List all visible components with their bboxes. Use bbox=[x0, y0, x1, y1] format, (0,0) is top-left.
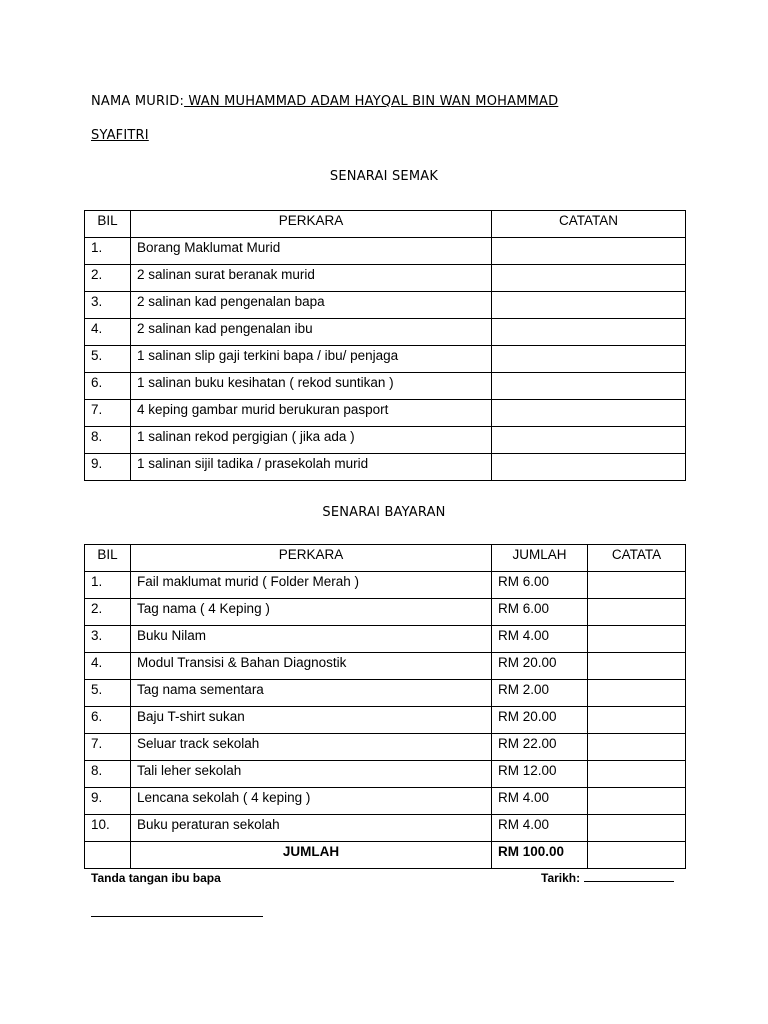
payment-header-row bbox=[85, 545, 686, 572]
row-jumlah: RM 6.00 bbox=[492, 572, 588, 599]
row-catatan[interactable] bbox=[588, 734, 686, 761]
checklist-row bbox=[85, 373, 686, 400]
student-name-value: WAN MUHAMMAD ADAM HAYQAL BIN WAN MOHAMMAD bbox=[184, 94, 559, 109]
row-perkara: Tag nama sementara bbox=[131, 680, 492, 707]
row-perkara: Seluar track sekolah bbox=[131, 734, 492, 761]
row-bil: 5. bbox=[85, 346, 131, 373]
row-bil: 9. bbox=[85, 454, 131, 481]
payment-total-row bbox=[85, 842, 686, 869]
date-label: Tarikh: bbox=[541, 871, 581, 885]
row-catatan[interactable] bbox=[492, 427, 686, 454]
payment-row bbox=[85, 680, 686, 707]
row-catatan[interactable] bbox=[588, 761, 686, 788]
date-blank-line[interactable] bbox=[584, 871, 674, 882]
row-perkara: 1 salinan rekod pergigian ( jika ada ) bbox=[131, 427, 492, 454]
row-perkara: Tag nama ( 4 Keping ) bbox=[131, 599, 492, 626]
checklist-title: SENARAI SEMAK bbox=[329, 169, 439, 184]
payment-row bbox=[85, 815, 686, 842]
row-bil: 7. bbox=[85, 734, 131, 761]
row-bil: 2. bbox=[85, 599, 131, 626]
row-catatan[interactable] bbox=[588, 599, 686, 626]
row-catatan[interactable] bbox=[588, 788, 686, 815]
checklist-row bbox=[85, 265, 686, 292]
row-perkara: 4 keping gambar murid berukuran pasport bbox=[131, 400, 492, 427]
row-bil: 8. bbox=[85, 427, 131, 454]
student-name-continuation: SYAFITRI bbox=[91, 128, 149, 143]
row-jumlah: RM 20.00 bbox=[492, 653, 588, 680]
checklist-row bbox=[85, 346, 686, 373]
row-jumlah: RM 4.00 bbox=[492, 815, 588, 842]
payment-row bbox=[85, 653, 686, 680]
row-bil: 6. bbox=[85, 373, 131, 400]
checklist-row bbox=[85, 292, 686, 319]
payment-row bbox=[85, 626, 686, 653]
row-bil: 10. bbox=[85, 815, 131, 842]
payment-row bbox=[85, 734, 686, 761]
row-jumlah: RM 20.00 bbox=[492, 707, 588, 734]
row-perkara: Buku Nilam bbox=[131, 626, 492, 653]
row-perkara: 1 salinan buku kesihatan ( rekod suntikan ) bbox=[131, 373, 492, 400]
header-bil: BIL bbox=[85, 545, 131, 572]
payment-table bbox=[84, 544, 686, 869]
row-catatan[interactable] bbox=[588, 653, 686, 680]
row-perkara: Fail maklumat murid ( Folder Merah ) bbox=[131, 572, 492, 599]
row-perkara: 2 salinan surat beranak murid bbox=[131, 265, 492, 292]
row-perkara: Buku peraturan sekolah bbox=[131, 815, 492, 842]
row-perkara: 1 salinan slip gaji terkini bapa / ibu/ penjaga bbox=[131, 346, 492, 373]
parent-signature-label: Tanda tangan ibu bapa bbox=[91, 871, 221, 885]
row-catatan[interactable] bbox=[588, 680, 686, 707]
payment-row bbox=[85, 761, 686, 788]
row-perkara: Borang Maklumat Murid bbox=[131, 238, 492, 265]
row-jumlah: RM 12.00 bbox=[492, 761, 588, 788]
row-catatan[interactable] bbox=[588, 815, 686, 842]
student-name-label: NAMA MURID: bbox=[91, 94, 185, 109]
row-perkara: Tali leher sekolah bbox=[131, 761, 492, 788]
payment-row bbox=[85, 788, 686, 815]
header-catatan: CATATA bbox=[588, 545, 686, 572]
student-name-line bbox=[91, 94, 558, 109]
row-bil: 3. bbox=[85, 626, 131, 653]
row-bil: 9. bbox=[85, 788, 131, 815]
row-catatan[interactable] bbox=[588, 707, 686, 734]
payment-row bbox=[85, 572, 686, 599]
row-perkara: Lencana sekolah ( 4 keping ) bbox=[131, 788, 492, 815]
row-jumlah: RM 2.00 bbox=[492, 680, 588, 707]
row-catatan[interactable] bbox=[492, 265, 686, 292]
checklist-row bbox=[85, 400, 686, 427]
row-perkara: Modul Transisi & Bahan Diagnostik bbox=[131, 653, 492, 680]
row-jumlah: RM 22.00 bbox=[492, 734, 588, 761]
row-bil: 7. bbox=[85, 400, 131, 427]
row-catatan[interactable] bbox=[492, 319, 686, 346]
row-catatan[interactable] bbox=[492, 292, 686, 319]
checklist-table bbox=[84, 210, 686, 481]
total-value: RM 100.00 bbox=[492, 842, 588, 869]
row-bil: 8. bbox=[85, 761, 131, 788]
payment-row bbox=[85, 599, 686, 626]
row-perkara: 1 salinan sijil tadika / prasekolah murid bbox=[131, 454, 492, 481]
row-catatan[interactable] bbox=[492, 373, 686, 400]
row-catatan[interactable] bbox=[492, 454, 686, 481]
date-field bbox=[541, 871, 674, 885]
row-catatan[interactable] bbox=[492, 400, 686, 427]
header-catatan: CATATAN bbox=[492, 211, 686, 238]
checklist-row bbox=[85, 319, 686, 346]
row-catatan[interactable] bbox=[588, 572, 686, 599]
row-bil: 1. bbox=[85, 572, 131, 599]
row-jumlah: RM 4.00 bbox=[492, 626, 588, 653]
header-perkara: PERKARA bbox=[131, 211, 492, 238]
header-bil: BIL bbox=[85, 211, 131, 238]
row-bil: 4. bbox=[85, 653, 131, 680]
payment-row bbox=[85, 707, 686, 734]
header-perkara: PERKARA bbox=[131, 545, 492, 572]
row-perkara: Baju T-shirt sukan bbox=[131, 707, 492, 734]
row-catatan[interactable] bbox=[492, 238, 686, 265]
row-bil: 1. bbox=[85, 238, 131, 265]
total-label: JUMLAH bbox=[131, 842, 492, 869]
checklist-row bbox=[85, 427, 686, 454]
row-catatan[interactable] bbox=[588, 626, 686, 653]
total-blank-cell bbox=[85, 842, 131, 869]
row-jumlah: RM 4.00 bbox=[492, 788, 588, 815]
row-bil: 3. bbox=[85, 292, 131, 319]
payment-title: SENARAI BAYARAN bbox=[322, 505, 446, 520]
row-bil: 2. bbox=[85, 265, 131, 292]
row-perkara: 2 salinan kad pengenalan ibu bbox=[131, 319, 492, 346]
row-perkara: 2 salinan kad pengenalan bapa bbox=[131, 292, 492, 319]
checklist-row bbox=[85, 454, 686, 481]
row-bil: 4. bbox=[85, 319, 131, 346]
checklist-row bbox=[85, 238, 686, 265]
row-bil: 6. bbox=[85, 707, 131, 734]
row-catatan[interactable] bbox=[492, 346, 686, 373]
row-jumlah: RM 6.00 bbox=[492, 599, 588, 626]
row-bil: 5. bbox=[85, 680, 131, 707]
total-notes-cell bbox=[588, 842, 686, 869]
signature-blank-line[interactable] bbox=[91, 916, 263, 917]
header-jumlah: JUMLAH bbox=[492, 545, 588, 572]
checklist-header-row bbox=[85, 211, 686, 238]
